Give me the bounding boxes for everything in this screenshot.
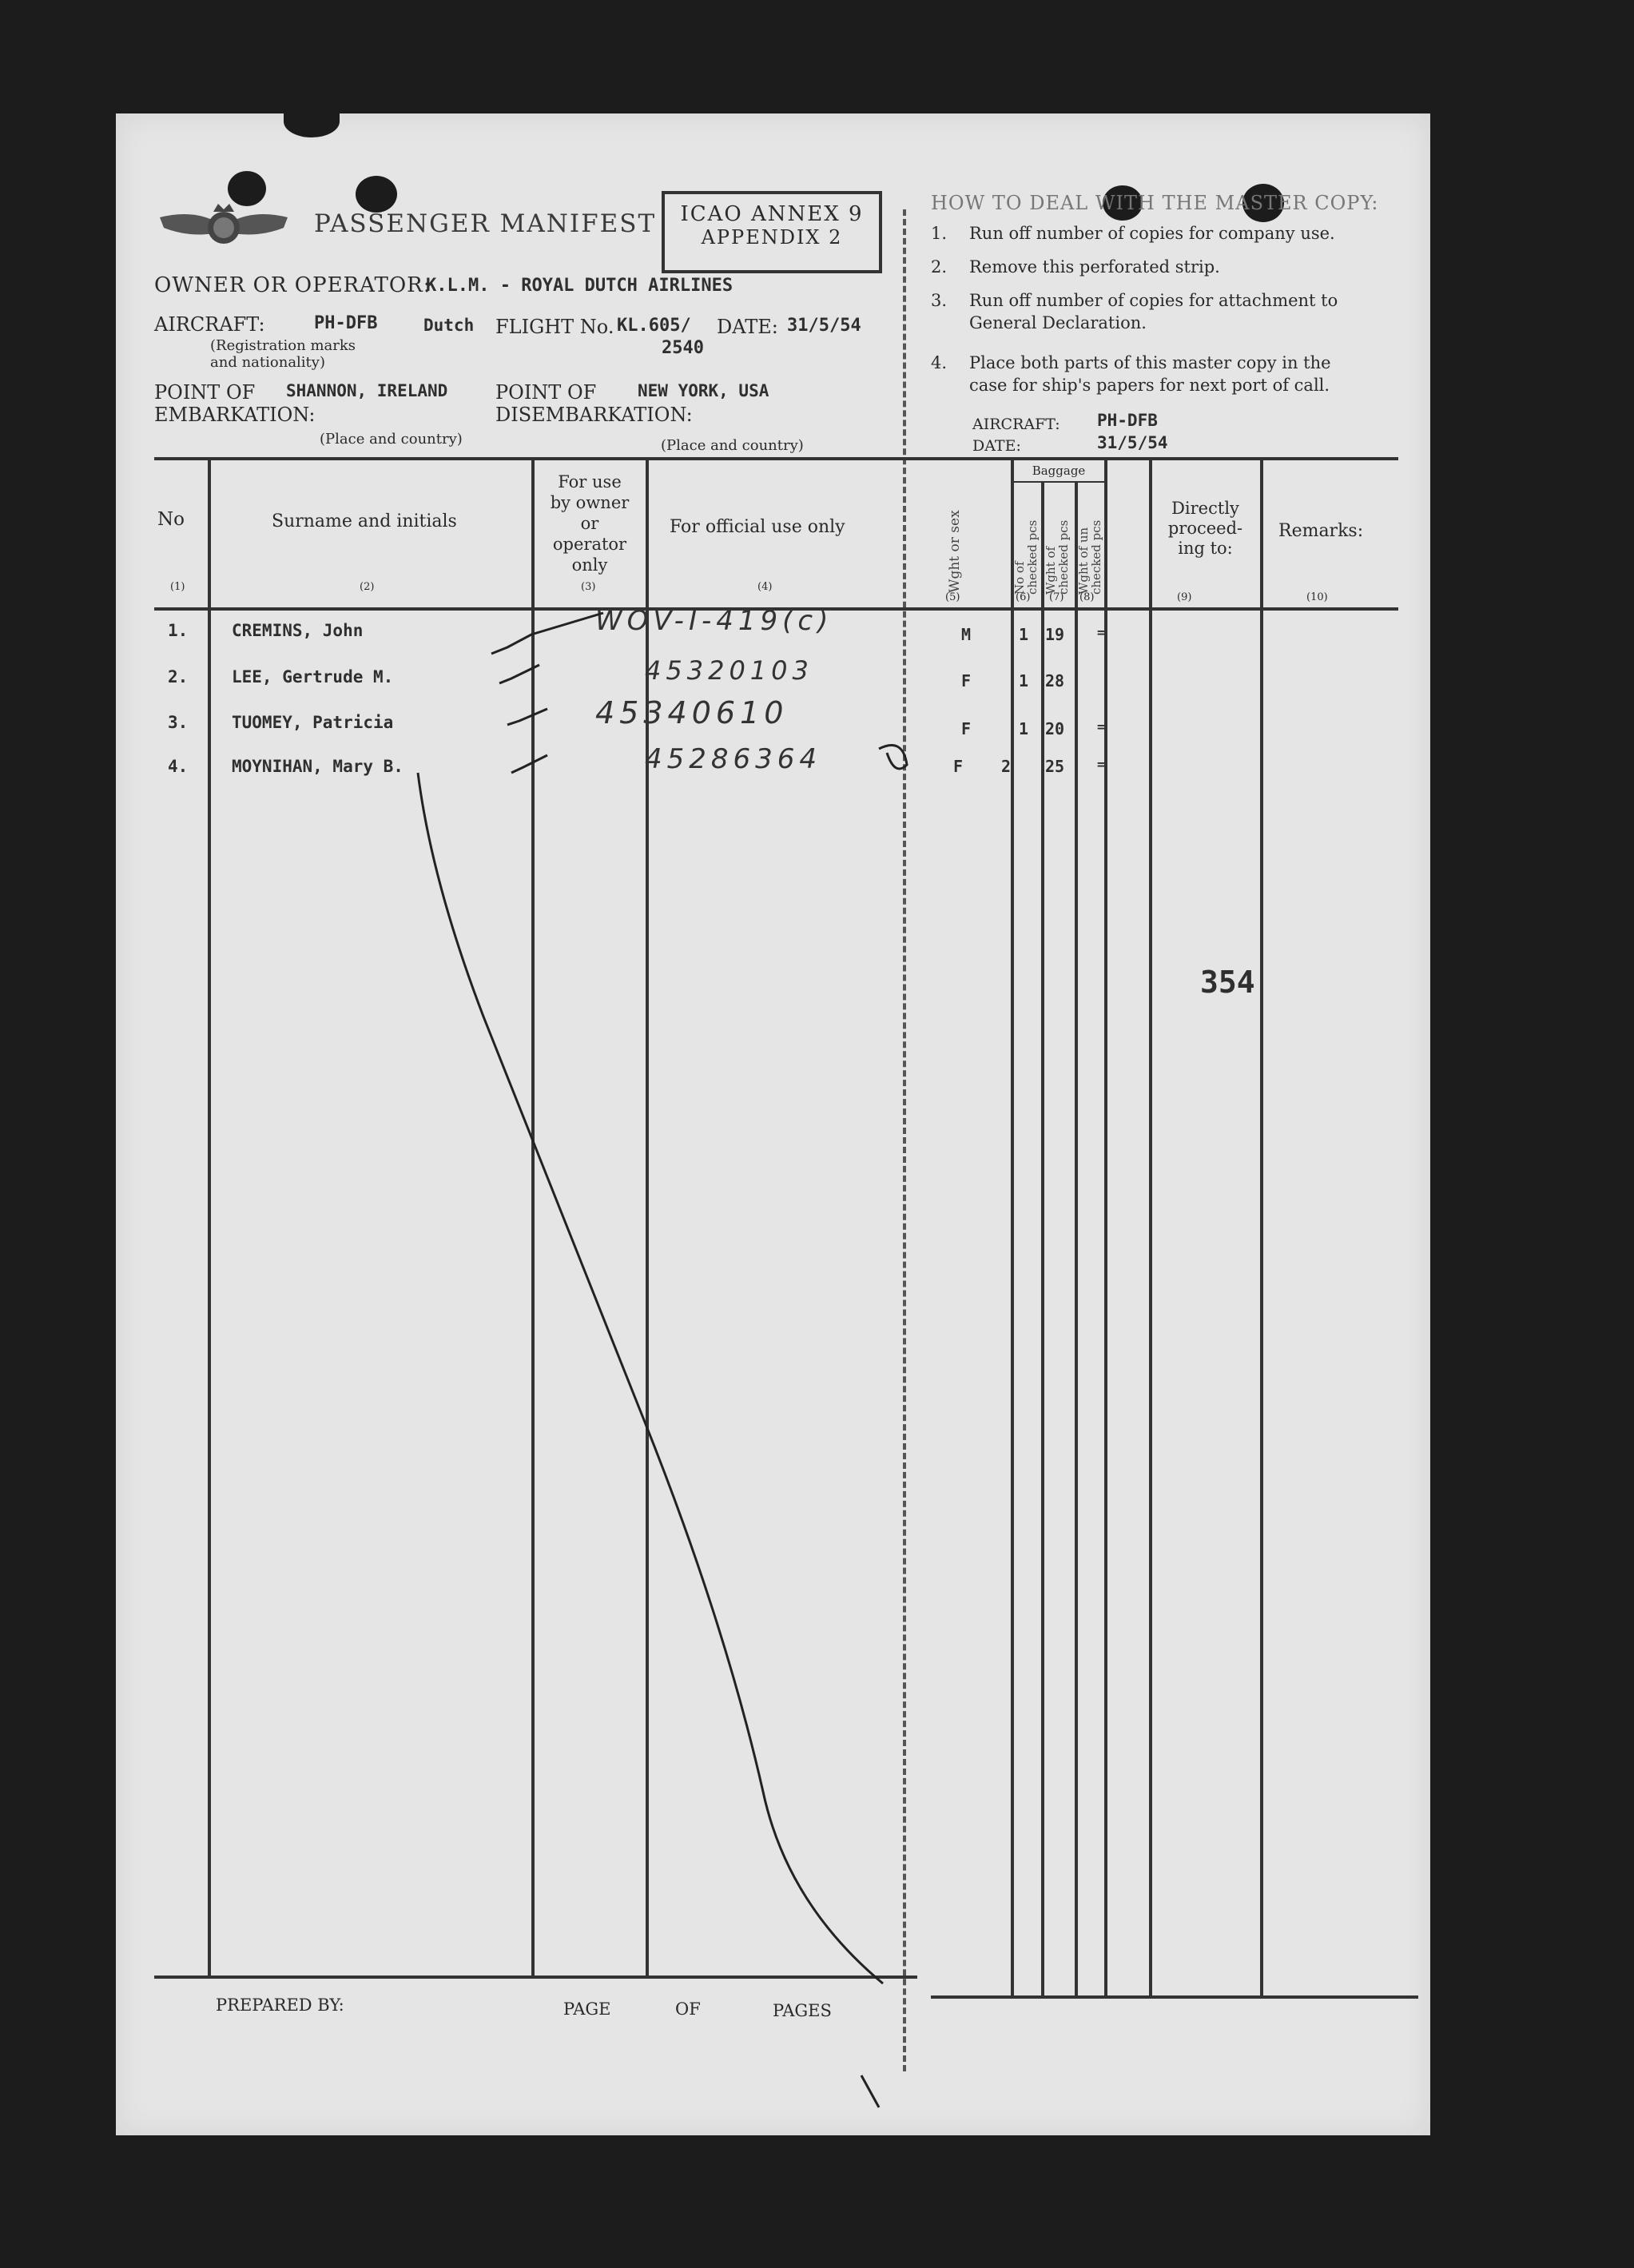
- passenger-weight: 19: [1045, 625, 1065, 644]
- col-number-10: (10): [1306, 591, 1328, 603]
- instruction-1-text: Run off number of copies for company use.: [969, 224, 1335, 243]
- for-use-line-5: only: [571, 555, 608, 575]
- passenger-weight: 25: [1045, 757, 1065, 776]
- passenger-sex: F: [961, 671, 972, 690]
- embarkation-value: SHANNON, IRELAND: [286, 381, 448, 400]
- flight-value: KL.605/: [617, 316, 691, 336]
- for-use-line-1: For use: [558, 472, 622, 491]
- instruction-4-text: Place both parts of this master copy in the: [969, 353, 1331, 372]
- col-header-no: No: [157, 509, 185, 530]
- instruction-4-number: 4.: [931, 353, 948, 372]
- icao-line-1: ICAO ANNEX 9: [680, 202, 864, 226]
- stamped-number: 354: [1200, 965, 1255, 1000]
- tick-mark: [491, 613, 603, 654]
- manifest-title: PASSENGER MANIFEST: [314, 209, 657, 238]
- checked-pcs-line-2: checked pcs: [1025, 519, 1040, 595]
- directly-line-1: Directly: [1171, 499, 1239, 518]
- for-use-line-3: or: [580, 514, 599, 533]
- checked-pcs-line-1: No of: [1012, 561, 1027, 595]
- passenger-weight: 20: [1045, 719, 1065, 738]
- passenger-checked-pcs: 1: [1019, 719, 1029, 738]
- instruction-2-text: Remove this perforated strip.: [969, 257, 1220, 277]
- passenger-unchecked: =: [1097, 719, 1105, 734]
- page-label: PAGE: [563, 1999, 611, 2019]
- passenger-unchecked: =: [1097, 625, 1105, 640]
- tick-mark: [507, 709, 547, 725]
- col-number-5: (5): [945, 591, 960, 603]
- weight-unchecked-line-1: Wght of un: [1076, 527, 1091, 595]
- passenger-weight: 28: [1045, 671, 1065, 690]
- instruction-3-text: Run off number of copies for attachment to: [969, 291, 1338, 310]
- signature-squiggle: [879, 746, 907, 770]
- passenger-official-number: 45286364: [645, 743, 822, 775]
- passenger-name: LEE, Gertrude M.: [232, 667, 394, 686]
- pages-label: PAGES: [773, 2001, 832, 2020]
- col-header-baggage: Baggage: [1032, 464, 1086, 478]
- col-number-2: (2): [360, 581, 375, 593]
- for-use-line-2: by owner: [550, 493, 630, 512]
- tick-mark: [499, 665, 539, 683]
- passenger-sex: F: [961, 719, 972, 738]
- passenger-name: TUOMEY, Patricia: [232, 713, 394, 732]
- disembarkation-place-note: (Place and country): [661, 437, 804, 454]
- for-use-line-4: operator: [552, 535, 627, 554]
- weight-checked-line-2: checked pcs: [1056, 519, 1071, 595]
- instruction-2-number: 2.: [931, 257, 948, 277]
- disembarkation-value: NEW YORK, USA: [638, 381, 769, 400]
- col-number-8: (8): [1079, 591, 1095, 603]
- passenger-checked-pcs: 1: [1019, 625, 1029, 644]
- strip-aircraft-value: PH-DFB: [1097, 411, 1158, 430]
- passenger-number: 3.: [168, 713, 189, 732]
- manifest-sheet: [116, 113, 1430, 2135]
- weight-unchecked-line-2: checked pcs: [1089, 519, 1103, 595]
- instruction-1-number: 1.: [931, 224, 948, 243]
- handwritten-marks: [116, 113, 1430, 2135]
- embarkation-label: EMBARKATION:: [154, 404, 316, 426]
- directly-line-3: ing to:: [1178, 539, 1233, 558]
- directly-line-2: proceed-: [1167, 519, 1243, 538]
- instruction-4-text-cont: case for ship's papers for next port of call.: [969, 376, 1330, 395]
- dutch-label: Dutch: [423, 316, 475, 335]
- embarkation-point-label: POINT OF: [154, 381, 256, 404]
- disembarkation-point-label: POINT OF: [495, 381, 597, 404]
- passenger-sex: M: [961, 625, 972, 644]
- col-number-1: (1): [170, 581, 185, 593]
- passenger-number: 2.: [168, 667, 189, 686]
- pen-stroke: [418, 773, 883, 1984]
- passenger-official-number: 45340610: [595, 695, 789, 730]
- passenger-checked-pcs: 1: [1019, 671, 1029, 690]
- instruction-3-text-cont: General Declaration.: [969, 313, 1147, 332]
- prepared-by-label: PREPARED BY:: [216, 1995, 344, 2015]
- col-number-6: (6): [1016, 591, 1031, 603]
- disembarkation-label: DISEMBARKATION:: [495, 404, 693, 426]
- passenger-official-number: 45320103: [645, 655, 813, 686]
- passenger-sex: F: [953, 757, 964, 776]
- pen-stroke: [861, 2075, 879, 2107]
- col-header-weight-sex: Wght or sex: [947, 510, 963, 593]
- tick-mark: [511, 755, 547, 773]
- col-header-official: For official use only: [670, 517, 845, 537]
- registration-note-1: (Registration marks: [210, 337, 356, 354]
- weight-checked-line-1: Wght of: [1044, 546, 1058, 595]
- date-value: 31/5/54: [787, 316, 861, 336]
- passenger-official-number: WOV-I-419(c): [595, 605, 833, 637]
- aircraft-value: PH-DFB: [314, 313, 378, 333]
- instruction-3-number: 3.: [931, 291, 948, 310]
- owner-label: OWNER OR OPERATOR:: [154, 273, 431, 297]
- strip-date-label: DATE:: [972, 437, 1021, 455]
- col-number-7: (7): [1049, 591, 1064, 603]
- passenger-name: CREMINS, John: [232, 621, 364, 640]
- date-label: DATE:: [717, 316, 778, 338]
- aircraft-label: AIRCRAFT:: [154, 313, 265, 336]
- strip-aircraft-label: AIRCRAFT:: [972, 416, 1060, 433]
- flight-label: FLIGHT No.: [495, 316, 614, 338]
- passenger-number: 4.: [168, 757, 189, 776]
- col-header-remarks: Remarks:: [1278, 521, 1364, 541]
- flight-sub-number: 2540: [662, 338, 704, 358]
- embarkation-place-note: (Place and country): [320, 431, 463, 448]
- passenger-number: 1.: [168, 621, 189, 640]
- passenger-name: MOYNIHAN, Mary B.: [232, 757, 404, 776]
- strip-date-value: 31/5/54: [1097, 433, 1168, 452]
- passenger-checked-pcs: 2: [1001, 757, 1012, 776]
- col-header-surname: Surname and initials: [272, 511, 457, 531]
- registration-note-2: and nationality): [210, 354, 325, 371]
- instructions-title: HOW TO DEAL WITH THE MASTER COPY:: [931, 192, 1379, 214]
- owner-value: K.L.M. - ROYAL DUTCH AIRLINES: [426, 276, 734, 296]
- of-label: OF: [675, 1999, 701, 2019]
- col-number-9: (9): [1177, 591, 1192, 603]
- col-number-3: (3): [581, 581, 596, 593]
- passenger-unchecked: =: [1097, 757, 1105, 772]
- col-number-4: (4): [757, 581, 773, 593]
- icao-line-2: APPENDIX 2: [701, 226, 843, 249]
